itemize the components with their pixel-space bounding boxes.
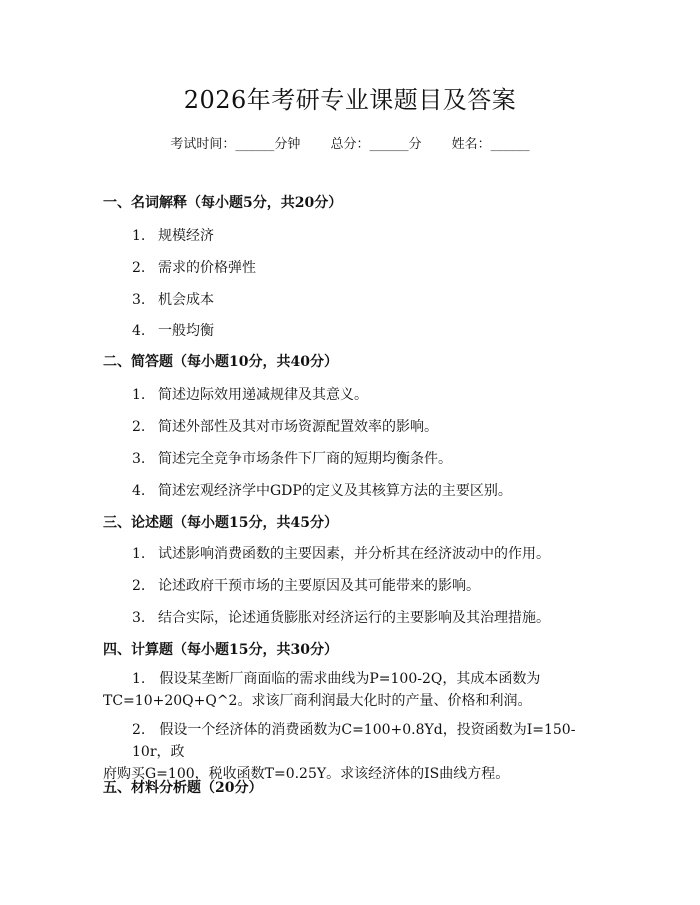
question-item (132, 543, 550, 563)
question-item (132, 257, 256, 277)
question-text: 机会成本 (158, 292, 214, 308)
section-heading: 五、材料分析题（20分） (103, 780, 263, 796)
question-item (132, 480, 512, 500)
question-number: 4. (132, 323, 146, 339)
question-text: 简述外部性及其对市场资源配置效率的影响。 (158, 419, 438, 435)
question-text: 一般均衡 (158, 323, 214, 339)
exam-time-field: 考试时间：______分钟 (170, 137, 301, 152)
question-line: 府购买G=100，税收函数T=0.25Y。求该经济体的IS曲线方程。 (103, 766, 510, 782)
question-item (132, 607, 550, 627)
question-number: 3. (132, 292, 146, 308)
question-number: 2. (132, 419, 146, 435)
question-number: 3. (132, 451, 146, 467)
question-item (132, 575, 480, 595)
question-item (132, 384, 368, 404)
calculation-question (103, 719, 613, 785)
question-number: 1. (132, 228, 146, 244)
question-text: 规模经济 (158, 228, 214, 244)
section-heading: 三、论述题（每小题15分，共45分） (103, 515, 338, 531)
total-score-field: 总分：______分 (330, 137, 422, 152)
section-heading: 四、计算题（每小题15分，共30分） (103, 642, 338, 658)
exam-meta (0, 133, 700, 152)
question-text: 简述边际效用递减规律及其意义。 (158, 387, 368, 403)
page-title: 2026年考研专业课题目及答案 (183, 86, 517, 114)
section-heading: 二、简答题（每小题10分，共40分） (103, 354, 338, 370)
question-text: 简述宏观经济学中GDP的定义及其核算方法的主要区别。 (158, 483, 512, 499)
question-line: 2. 假设一个经济体的消费函数为C=100+0.8Yd，投资函数为I=150-10r，政 (132, 722, 576, 760)
question-number: 4. (132, 483, 146, 499)
question-text: 试述影响消费函数的主要因素，并分析其在经济波动中的作用。 (158, 546, 550, 562)
student-name-field: 姓名：______ (451, 137, 530, 152)
question-line: 1. 假设某垄断厂商面临的需求曲线为P=100-2Q，其成本函数为 (132, 671, 541, 687)
question-line: TC=10+20Q+Q^2。求该厂商利润最大化时的产量、价格和利润。 (103, 693, 532, 709)
calculation-question (103, 668, 613, 712)
question-text: 论述政府干预市场的主要原因及其可能带来的影响。 (158, 578, 480, 594)
question-number: 2. (132, 260, 146, 276)
question-number: 3. (132, 610, 146, 626)
section-heading: 一、名词解释（每小题5分，共20分） (103, 195, 343, 211)
question-text: 简述完全竞争市场条件下厂商的短期均衡条件。 (158, 451, 452, 467)
question-item (132, 416, 438, 436)
question-item (132, 448, 452, 468)
question-number: 1. (132, 546, 146, 562)
question-item (132, 320, 214, 340)
question-item (132, 289, 214, 309)
question-number: 1. (132, 387, 146, 403)
question-text: 结合实际，论述通货膨胀对经济运行的主要影响及其治理措施。 (158, 610, 550, 626)
question-text: 需求的价格弹性 (158, 260, 256, 276)
question-item (132, 225, 214, 245)
question-number: 2. (132, 578, 146, 594)
